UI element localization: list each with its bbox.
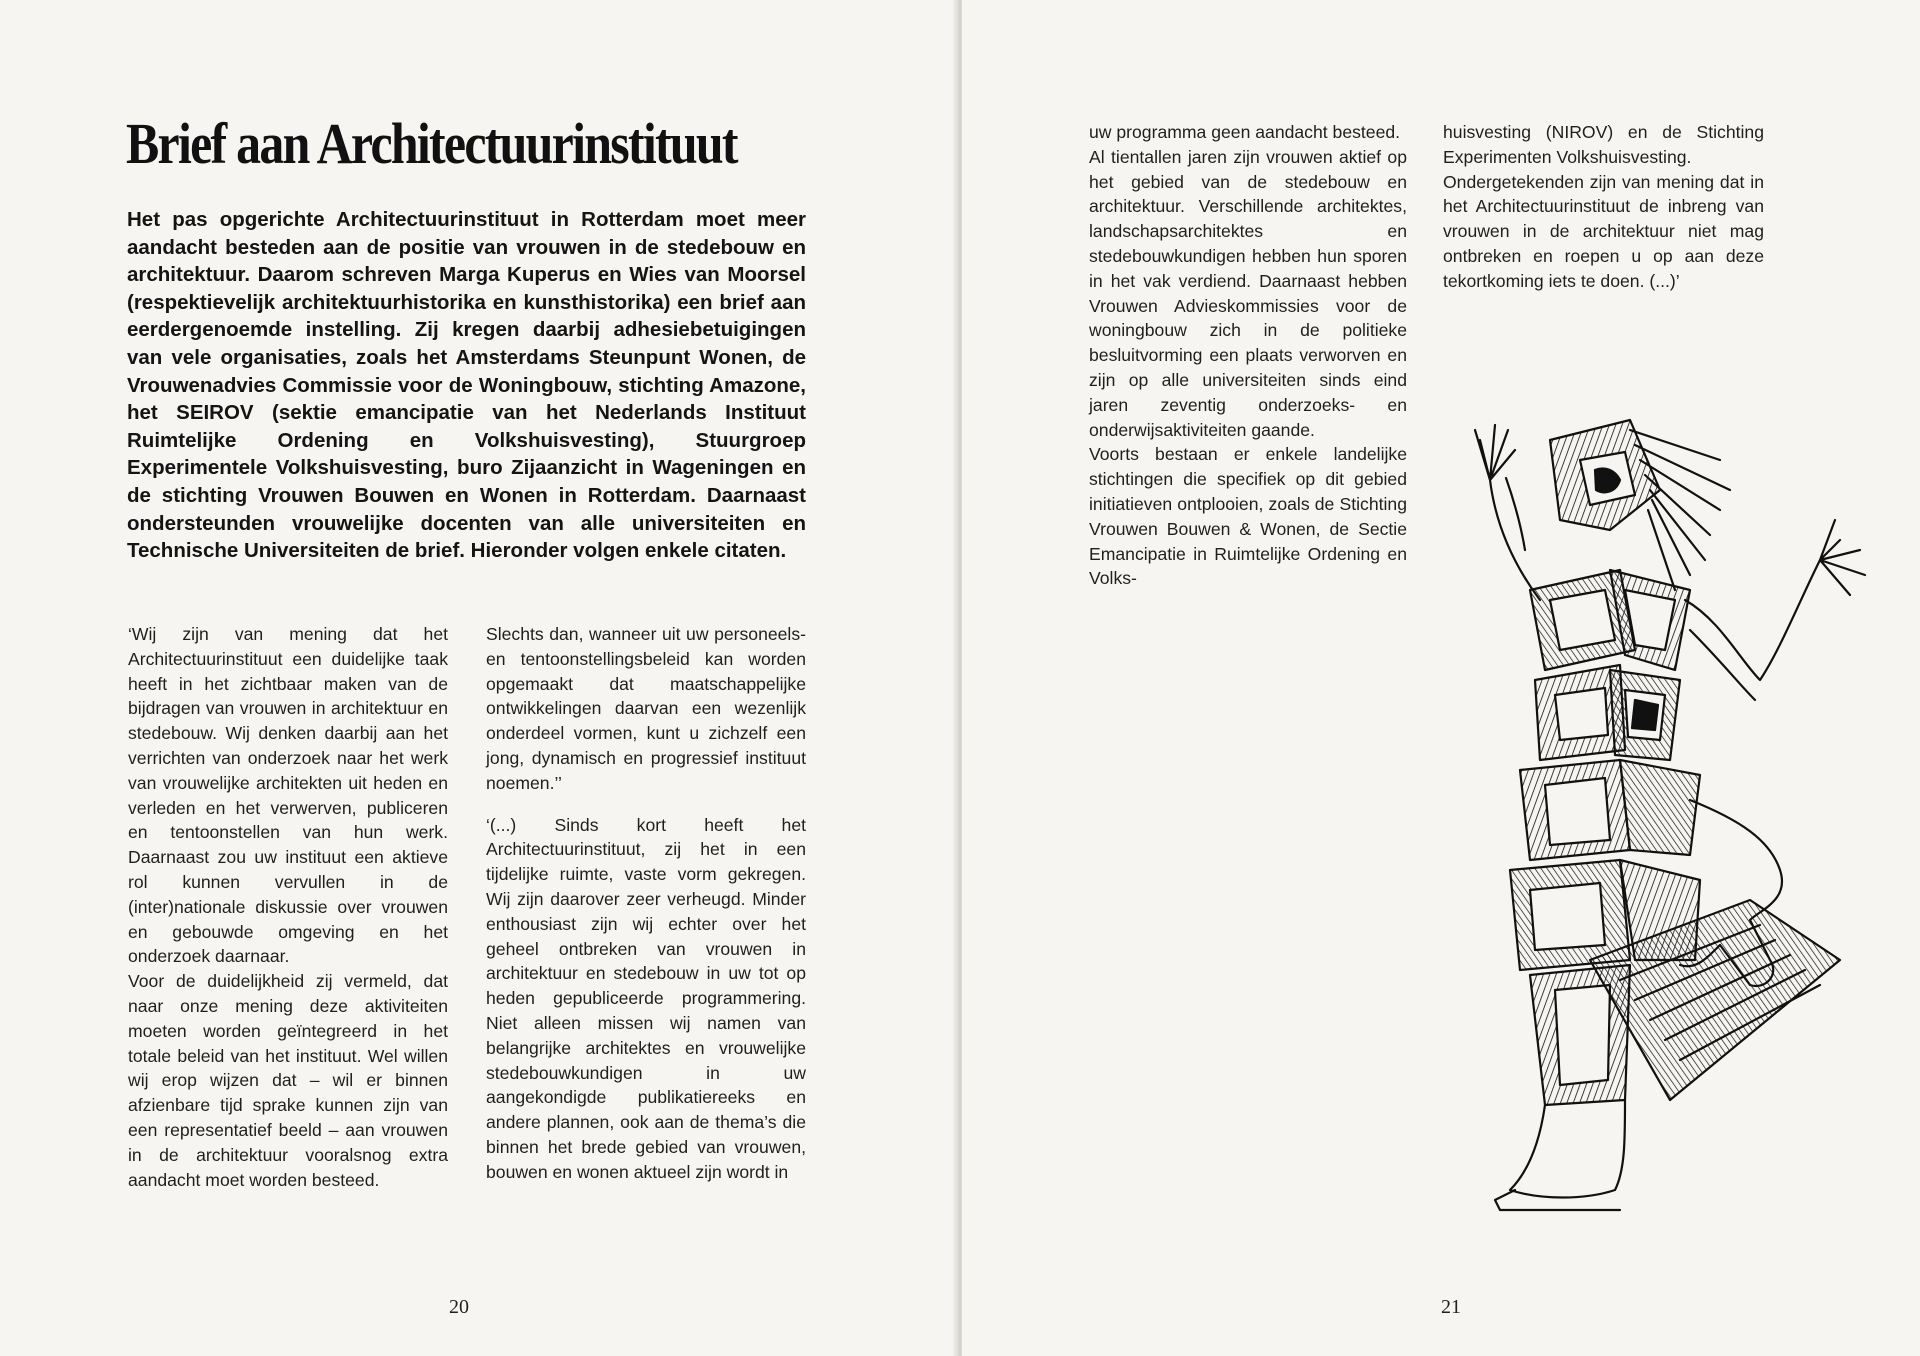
paragraph: Ondergetekenden zijn van mening dat in het Architectuurinstituut de inbreng van vrouwen in de architektuur niet mag ontbreken en roepen u op aan deze tekortkoming iets te doen. (...)’ <box>1443 171 1764 291</box>
paragraph: Voorts bestaan er enkele landelijke stichtingen die specifiek op dit gebied initiatieven ontplooien, zoals de Stichting Vrouwen Bouwen & Wonen, de Sectie Emancipatie in Ruimtelijke Ordening en Volks- <box>1089 444 1407 589</box>
architecture-figure-illustration <box>1420 400 1880 1260</box>
paragraph: Al tientallen jaren zijn vrouwen aktief op het gebied van de stedebouw en architektuur. Verschillende architektes, landschapsarchitektes en stedebouwkundigen hebben hun sporen in het vak verdiend. Daarnaast hebben Vrouwen Advieskommissies voor de woningbouw zich in de politieke besluitvorming een plaats verworven en zijn op alle universiteiten sinds eind jaren zeventig onderzoeks- en onderwijsaktiviteiten gaande. <box>1089 146 1407 440</box>
paragraph: huisvesting (NIROV) en de Stichting Experimenten Volkshuisvesting. <box>1443 122 1764 167</box>
body-column-2 <box>486 622 806 1185</box>
paragraph: ‘(...) Sinds kort heeft het Architectuurinstituut, zij het in een tijdelijke ruimte, vaste vorm gekregen. Wij zijn daarover zeer verheugd. Minder enthousiast zijn wij echter over het geheel ontbreken van vrouwen in architektuur en stedebouw in uw tot op heden gepubliceerde programmering. Niet alleen missen wij namen van belangrijke architektes en vrouwelijke stedebouwkundigen in uw aangekondigde publikatiereeks en andere plannen, ook aan de thema’s die binnen het brede gebied van vrouwen, bouwen en wonen aktueel zijn wordt in <box>486 814 806 1182</box>
article-intro: Het pas opgerichte Architectuurinstituut in Rotterdam moet meer aandacht besteden aan de positie van vrouwen in de stedebouw en architektuur. Daarom schreven Marga Kuperus en Wies van Moorsel (respektievelijk architektuurhistorika en kunsthistorika) een brief aan eerdergenoemde instelling. Zij kregen daarbij adhesiebetuigingen van vele organisaties, zoals het Amsterdams Steunpunt Wonen, de Vrouwenadvies Commissie voor de Woningbouw, stichting Amazone, het SEIROV (sektie emancipatie van het Nederlands Instituut Ruimtelijke Ordening en Volkshuisvesting), Stuurgroep Experimentele Volkshuisvesting, buro Zijaanzicht in Wageningen en de stichting Vrouwen Bouwen en Wonen in Rotterdam. Daarnaast ondersteunden vrouwelijke docenten van alle universiteiten en Technische Universiteiten de brief. Hieronder volgen enkele citaten. <box>127 208 806 563</box>
body-column-4 <box>1443 120 1764 294</box>
paragraph: ‘Wij zijn van mening dat het Architectuurinstituut een duidelijke taak heeft in het zichtbaar maken van de bijdragen van vrouwen in architektuur en stedebouw. Wij denken daarbij aan het verrichten van onderzoek naar het werk van vrouwelijke architekten uit heden en verleden en het verwerven, publiceren en tentoonstellen van hun werk. Daarnaast zou uw instituut een aktieve rol kunnen vervullen in de (inter)nationale diskussie over vrouwen en gebouwde omgeving en het onderzoek daarnaar. <box>128 624 448 967</box>
paragraph: uw programma geen aandacht besteed. <box>1089 122 1401 142</box>
body-column-1 <box>128 622 448 1192</box>
left-page <box>0 0 958 1356</box>
paragraph: Voor de duidelijkheid zij vermeld, dat naar onze mening deze aktiviteiten moeten worden geïntegreerd in het totale beleid van het instituut. Wel willen wij erop wijzen dat – wil er binnen afzienbare tijd sprake kunnen zijn van een representatief beeld – aan vrouwen in de architektuur vooralsnog extra aandacht moet worden besteed. <box>128 971 448 1190</box>
article-title: Brief aan Architectuurinstituut <box>126 111 737 176</box>
paragraph: Slechts dan, wanneer uit uw personeels- en tentoonstellingsbeleid kan worden opgemaakt dat maatschappelijke ontwikkelingen daarvan een wezenlijk onderdeel vormen, kunt u zichzelf een jong, dynamisch en progressief instituut noemen.’’ <box>486 624 806 793</box>
body-column-3 <box>1089 120 1407 591</box>
page-number-left: 20 <box>449 1296 469 1318</box>
page-number-right: 21 <box>1441 1296 1461 1318</box>
